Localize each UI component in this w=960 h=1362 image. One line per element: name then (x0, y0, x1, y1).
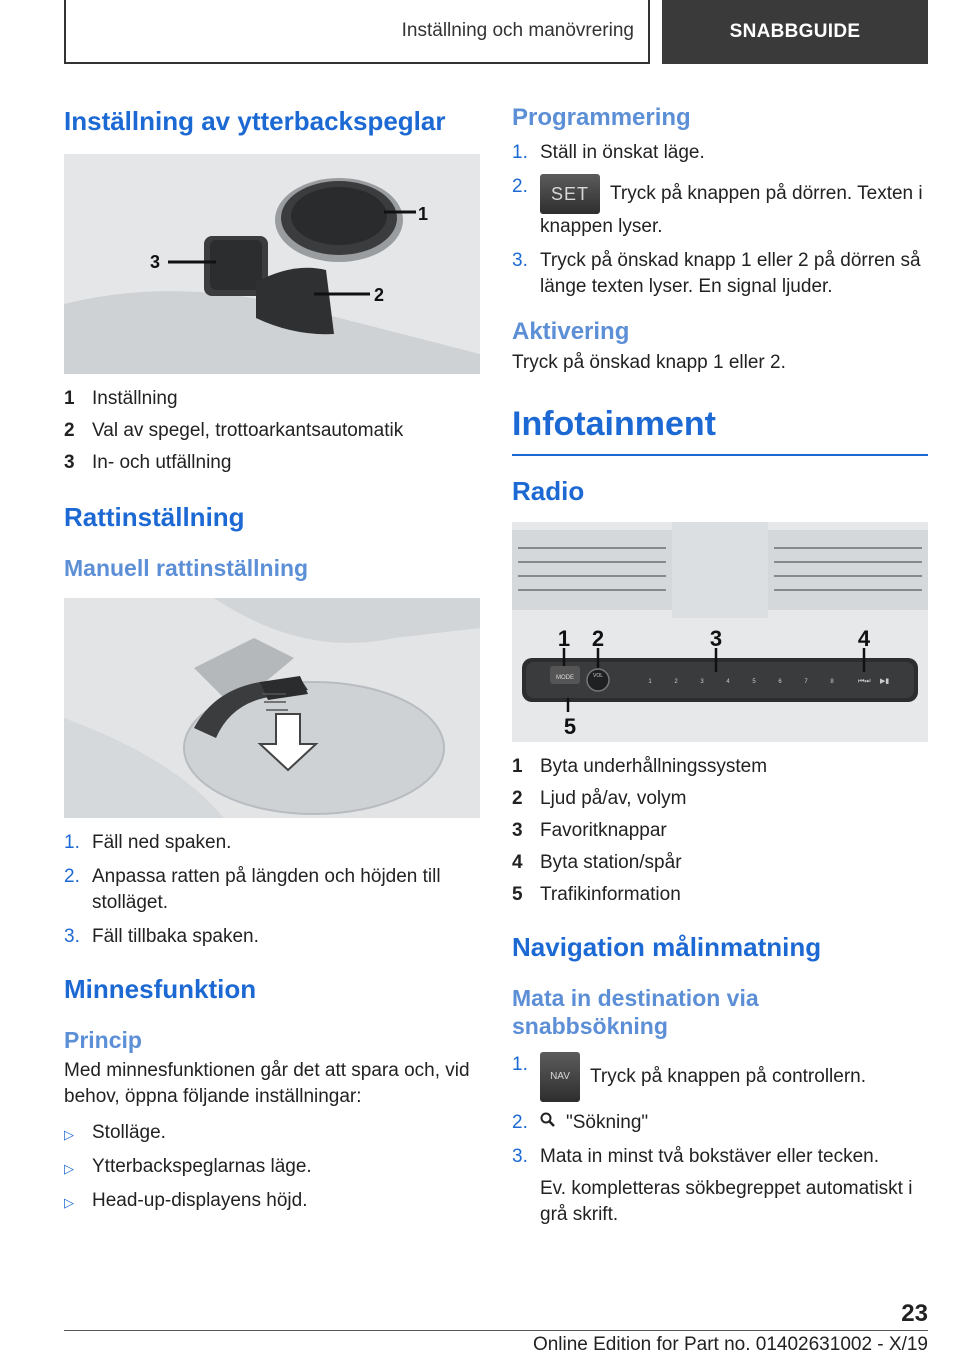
navigation-subheading: Mata in destination via snabbsökning (512, 985, 759, 1039)
programming-steps (512, 140, 928, 300)
list-item: 2 Val av spegel, trottoarkantsautomatik (64, 420, 404, 441)
list-item: 3 Favoritknappar (512, 820, 667, 841)
mirror-heading: Inställning av ytterbackspeglar (64, 106, 446, 136)
list-item: 3. Mata in minst två bokstäver eller tecken. Ev. kompletteras sökbegreppet automatiskt i grå skrift. (512, 1146, 913, 1225)
radio-panel-image (512, 522, 928, 742)
list-item: 1. Fäll ned spaken. (64, 832, 232, 853)
nav-key-icon: NAV (540, 1052, 580, 1102)
radio-legend (512, 754, 928, 908)
list-item: ▷ Head-up-displayens höjd. (64, 1188, 480, 1216)
page-header (64, 0, 928, 64)
mirror-controls-image (64, 154, 480, 374)
activation-heading: Aktivering (512, 318, 630, 345)
page-number: 23 (901, 1300, 928, 1327)
list-item: ▷ Stolläge. (64, 1120, 480, 1148)
list-item: 2 Ljud på/av, volym (512, 788, 687, 809)
list-item: 2. SET Tryck på knappen på dörren. Texten i knappen lyser. (512, 176, 923, 237)
edition-footer: Online Edition for Part no. 01402631002 - X/19 (532, 1334, 928, 1355)
list-item: 3. Fäll tillbaka spaken. (64, 926, 259, 947)
skip-icon: ▶▮ (880, 677, 890, 685)
list-item: 1 Inställning (64, 388, 178, 409)
memory-subheading: Princip (64, 1027, 142, 1053)
radio-panel-illustration (512, 522, 928, 742)
triangle-bullet-icon: ▷ (64, 1195, 74, 1210)
list-item: 4 Byta station/spår (512, 852, 682, 873)
mode-key-label: MODE (556, 675, 574, 681)
navigation-heading: Navigation målinmatning (512, 932, 822, 962)
list-item: 1 Byta underhållningssystem (512, 756, 768, 777)
memory-text: Med minnesfunktionen går det att spara och, vid behov, öppna följande inställningar: (64, 1060, 470, 1107)
radio-callout-5: 5 (563, 714, 577, 739)
wheel-heading: Rattinställning (64, 502, 245, 532)
mirror-controls-illustration (64, 154, 480, 374)
radio-callout-3: 3 (709, 626, 723, 651)
list-item: 3. Tryck på önskad knapp 1 eller 2 på dörren så länge texten lyser. En signal ljuder. (512, 250, 921, 297)
favorite-key-5: 5 (752, 679, 756, 685)
list-item: ▷ Ytterbackspeglarnas läge. (64, 1154, 480, 1182)
radio-callout-4: 4 (857, 626, 871, 651)
favorite-key-7: 7 (804, 679, 808, 685)
favorite-key-3: 3 (700, 679, 704, 685)
quickguide-tab: SNABBGUIDE (662, 0, 928, 64)
infotainment-heading: Infotainment (512, 402, 928, 456)
wheel-steps (64, 830, 480, 950)
programming-heading: Programmering (512, 104, 691, 131)
favorite-key-1: 1 (648, 679, 652, 685)
list-item: 1. NAV Tryck på knappen på controllern. (512, 1052, 928, 1102)
activation-text: Tryck på önskad knapp 1 eller 2. (512, 352, 786, 373)
mirror-callout-3: 3 (150, 252, 161, 272)
triangle-bullet-icon: ▷ (64, 1127, 74, 1142)
left-column (64, 100, 480, 1222)
mirror-callout-2: 2 (374, 285, 385, 305)
steering-lever-illustration (64, 598, 480, 818)
search-icon (540, 1110, 558, 1136)
section-title: Inställning och manövrering (64, 0, 650, 64)
mirror-callout-1: 1 (418, 204, 429, 224)
favorite-key-6: 6 (778, 679, 782, 685)
mirror-legend (64, 386, 480, 476)
radio-callout-2: 2 (591, 626, 605, 651)
navigation-steps (512, 1052, 928, 1228)
list-item: 3 In- och utfällning (64, 452, 232, 473)
right-column (512, 100, 928, 1236)
prev-track-icon: ⏮⏭ (858, 677, 871, 685)
footer-divider (64, 1330, 928, 1331)
favorite-key-8: 8 (830, 679, 834, 685)
list-item: 5 Trafikinformation (512, 884, 681, 905)
radio-heading: Radio (512, 476, 585, 506)
set-key-icon: SET (540, 174, 600, 214)
favorite-key-4: 4 (726, 679, 730, 685)
list-item: 1. Ställ in önskat läge. (512, 142, 705, 163)
list-item: 2. Anpassa ratten på längden och höjden till stolläget. (64, 866, 441, 913)
vol-knob-label: VOL (592, 673, 604, 679)
memory-heading: Minnesfunktion (64, 974, 257, 1004)
favorite-key-2: 2 (674, 679, 678, 685)
steering-lever-image (64, 598, 480, 818)
triangle-bullet-icon: ▷ (64, 1161, 74, 1176)
radio-callout-1: 1 (557, 626, 571, 651)
memory-bullets (64, 1120, 480, 1216)
wheel-subheading: Manuell rattinställning (64, 555, 309, 581)
list-item: 2. "Sökning" (512, 1110, 928, 1136)
